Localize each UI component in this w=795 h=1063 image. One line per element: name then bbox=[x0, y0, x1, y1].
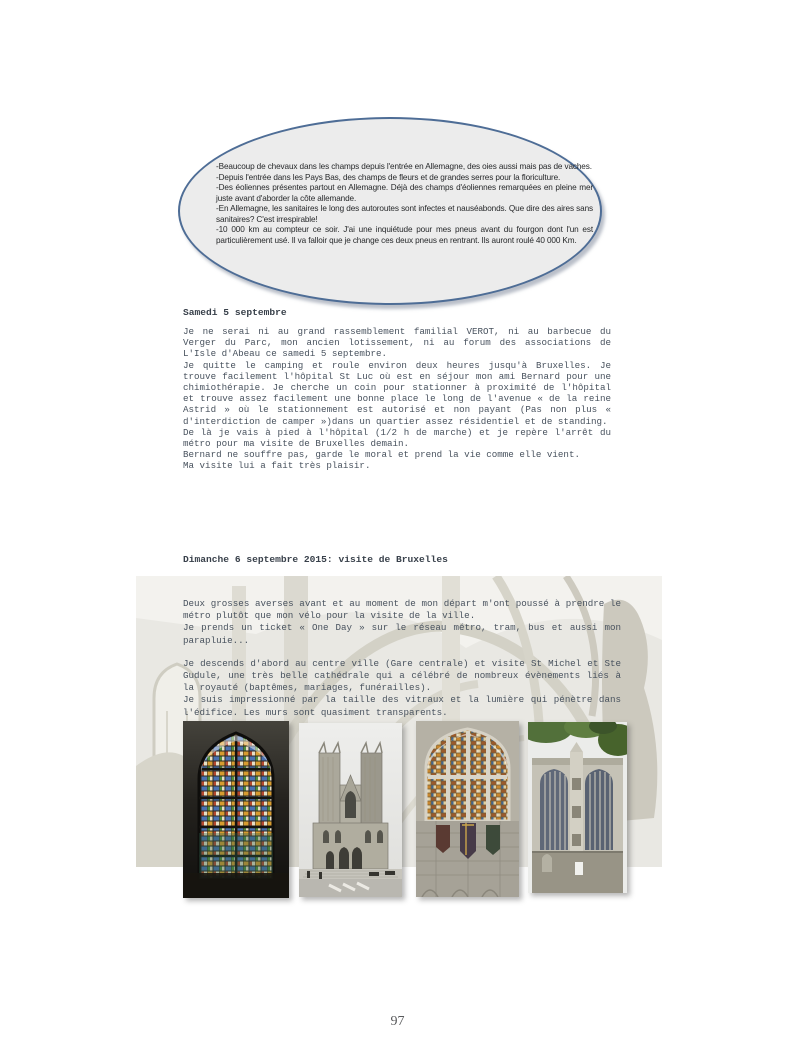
page-number: 97 bbox=[390, 1014, 405, 1029]
photo-stained-glass-wall bbox=[416, 721, 519, 897]
photo-cathedral-exterior bbox=[528, 722, 627, 893]
day2-visit-paragraph: Je descends d'abord au centre ville (Gare centrale) et visite St Michel et Ste Gudule, une très belle cathédrale qui a célébré de nombreux évènements liés à la royauté (baptêmes, mariages, funérailles). bbox=[183, 657, 621, 694]
callout-note: -Beaucoup de chevaux dans les champs depuis l'entrée en Allemagne, des oies aussi mais pas de vaches. bbox=[216, 162, 592, 171]
day1-text bbox=[183, 326, 611, 472]
callout-note: -Des éoliennes présentes partout en Allemagne. Déjà des champs d'éoliennes remarquées en pleine mer juste avant d'aborder la côte allemande. bbox=[216, 183, 593, 203]
travel-notes-text bbox=[216, 162, 593, 246]
day1-paragraph: Ma visite lui a fait très plaisir. bbox=[183, 460, 371, 472]
day1-heading: Samedi 5 septembre bbox=[183, 307, 287, 318]
callout-note: -10 000 km au compteur ce soir. J'ai une inquiétude pour mes pneus avant du fourgon dont l'un est particulièrement usé. Il va falloir que je change ces deux pneus en rentrant. Ils auront roulé 40 000 Km. bbox=[216, 225, 593, 245]
day2-visit-paragraph: Je suis impressionné par la taille des vitraux et la lumière qui pénètre dans l'édifice. Les murs sont quasiment transparents. bbox=[183, 694, 621, 718]
day1-paragraph: Bernard ne souffre pas, garde le moral et prend la vie comme elle vient. bbox=[183, 449, 580, 461]
callout-note: -Depuis l'entrée dans les Pays Bas, des champs de fleurs et de grandes serres pour la floriculture. bbox=[216, 172, 561, 182]
day2-heading: Dimanche 6 septembre 2015: visite de Bruxelles bbox=[183, 554, 448, 565]
photo-stained-glass-window bbox=[183, 721, 289, 898]
day2-text bbox=[183, 598, 621, 719]
day1-paragraph: Je quitte le camping et roule environ deux heures jusqu'à Bruxelles. Je trouve facilement l'hôpital St Luc où est en séjour mon ami Bernard pour une chimiothérapie. Je cherche un coin pour stationner à proximité de l'hôpital et trouve assez facilement une bonne place le long de l'avenue « de la reine Astrid » où le stationnement est autorisé et non payant (Pas non plus « d'interdiction de camper »)dans un quartier assez résidentiel et de standing. bbox=[183, 359, 611, 427]
day1-paragraph: De là je vais à pied à l'hôpital (1/2 h de marche) et je repère l'arrêt du métro pour ma visite de Bruxelles demain. bbox=[183, 426, 611, 450]
day2-intro-paragraph: Deux grosses averses avant et au moment de mon départ m'ont poussé à prendre le métro plutôt que mon vélo pour la visite de la ville. bbox=[183, 598, 621, 622]
callout-note: -En Allemagne, les sanitaires le long des autoroutes sont infectes et nauséabonds. Que dire des aires sans sanitaires? C'est irrespirable! bbox=[216, 204, 593, 224]
photo-cathedral-facade bbox=[299, 723, 402, 897]
day2-intro-paragraph: Je prends un ticket « One Day » sur le réseau métro, tram, bus et aussi mon parapluie... bbox=[183, 622, 621, 646]
day1-paragraph: Je ne serai ni au grand rassemblement familial VEROT, ni au barbecue du Verger du Parc, mon ancien lotissement, ni au forum des associations de L'Isle d'Abeau ce samedi 5 septembre. bbox=[183, 326, 611, 360]
